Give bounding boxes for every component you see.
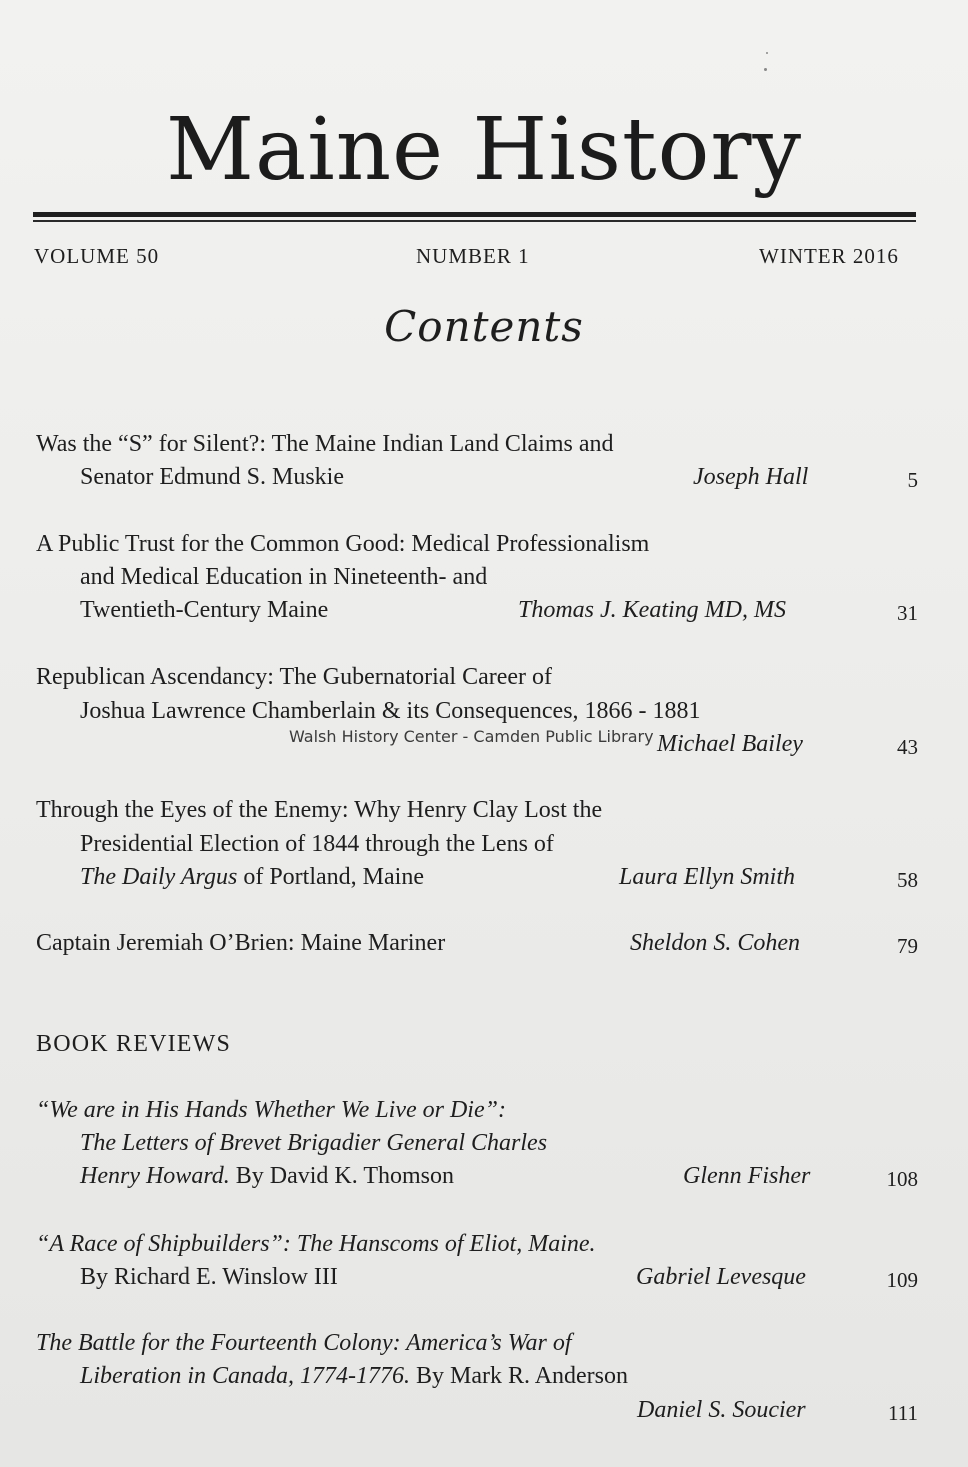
entry-title-line — [80, 864, 424, 891]
entry-title-line: Twentieth-Century Maine — [80, 597, 329, 623]
entry-title-line: and Medical Education in Nineteenth- and — [80, 564, 488, 590]
review-title-line: The Letters of Brevet Brigadier General Charles — [80, 1130, 548, 1156]
entry-title-line: Presidential Election of 1844 through the Lens of — [80, 831, 554, 857]
library-watermark: Walsh History Center - Camden Public Library — [289, 727, 654, 746]
entry-page: 31 — [897, 601, 918, 625]
journal-title: Maine History — [165, 100, 803, 200]
entry-author: Laura Ellyn Smith — [619, 864, 796, 890]
book-author: By Mark R. Anderson — [410, 1363, 629, 1389]
entry-author: Michael Bailey — [657, 731, 803, 757]
entry-title-line: Captain Jeremiah O’Brien: Maine Mariner — [36, 930, 446, 956]
book-title: Henry Howard. — [80, 1163, 230, 1189]
review-title-line: By Richard E. Winslow III — [80, 1264, 338, 1290]
reviewer: Daniel S. Soucier — [637, 1397, 806, 1423]
entry-page: 58 — [897, 868, 918, 892]
review-page: 109 — [886, 1268, 918, 1292]
entry-title-line: A Public Trust for the Common Good: Medical Professionalism — [36, 531, 650, 557]
review-title-line: “A Race of Shipbuilders”: The Hanscoms of Eliot, Maine. — [36, 1231, 596, 1257]
masthead-rule — [33, 212, 916, 217]
entry-title-line: Senator Edmund S. Muskie — [80, 464, 344, 490]
volume-label: VOLUME 50 — [34, 244, 160, 268]
entry-title-line: Joshua Lawrence Chamberlain & its Consequences, 1866 - 1881 — [80, 698, 701, 724]
entry-page: 5 — [907, 468, 918, 492]
entry-author: Sheldon S. Cohen — [630, 930, 800, 956]
paper-speck — [764, 68, 767, 71]
book-reviews-heading: BOOK REVIEWS — [36, 1031, 232, 1057]
entry-title-rest: of Portland, Maine — [237, 864, 424, 890]
contents-heading: Contents — [384, 302, 584, 351]
review-title-line — [80, 1363, 628, 1390]
review-title-line — [80, 1163, 454, 1190]
review-title-line: “We are in His Hands Whether We Live or Die”: — [36, 1097, 506, 1123]
paper-speck — [766, 52, 768, 54]
entry-author: Joseph Hall — [693, 464, 809, 490]
entry-author: Thomas J. Keating MD, MS — [518, 597, 786, 623]
reviewer: Glenn Fisher — [683, 1163, 811, 1189]
book-title: Liberation in Canada, 1774-1776. — [80, 1363, 411, 1389]
masthead-rule-thin — [33, 220, 916, 222]
number-label: NUMBER 1 — [416, 244, 530, 268]
entry-page: 43 — [897, 735, 918, 759]
reviewer: Gabriel Levesque — [636, 1264, 806, 1290]
review-page: 111 — [888, 1401, 918, 1425]
review-page: 108 — [886, 1167, 918, 1191]
entry-title-line: Republican Ascendancy: The Gubernatorial Career of — [36, 664, 553, 690]
entry-title-line: Was the “S” for Silent?: The Maine Indian Land Claims and — [36, 431, 614, 457]
entry-title-line: Through the Eyes of the Enemy: Why Henry Clay Lost the — [36, 797, 603, 823]
publication-title: The Daily Argus — [80, 864, 238, 890]
review-title-line: The Battle for the Fourteenth Colony: America’s War of — [36, 1330, 572, 1356]
book-author: By David K. Thomson — [229, 1163, 454, 1189]
entry-page: 79 — [897, 934, 918, 958]
issue-date: WINTER 2016 — [759, 244, 899, 268]
